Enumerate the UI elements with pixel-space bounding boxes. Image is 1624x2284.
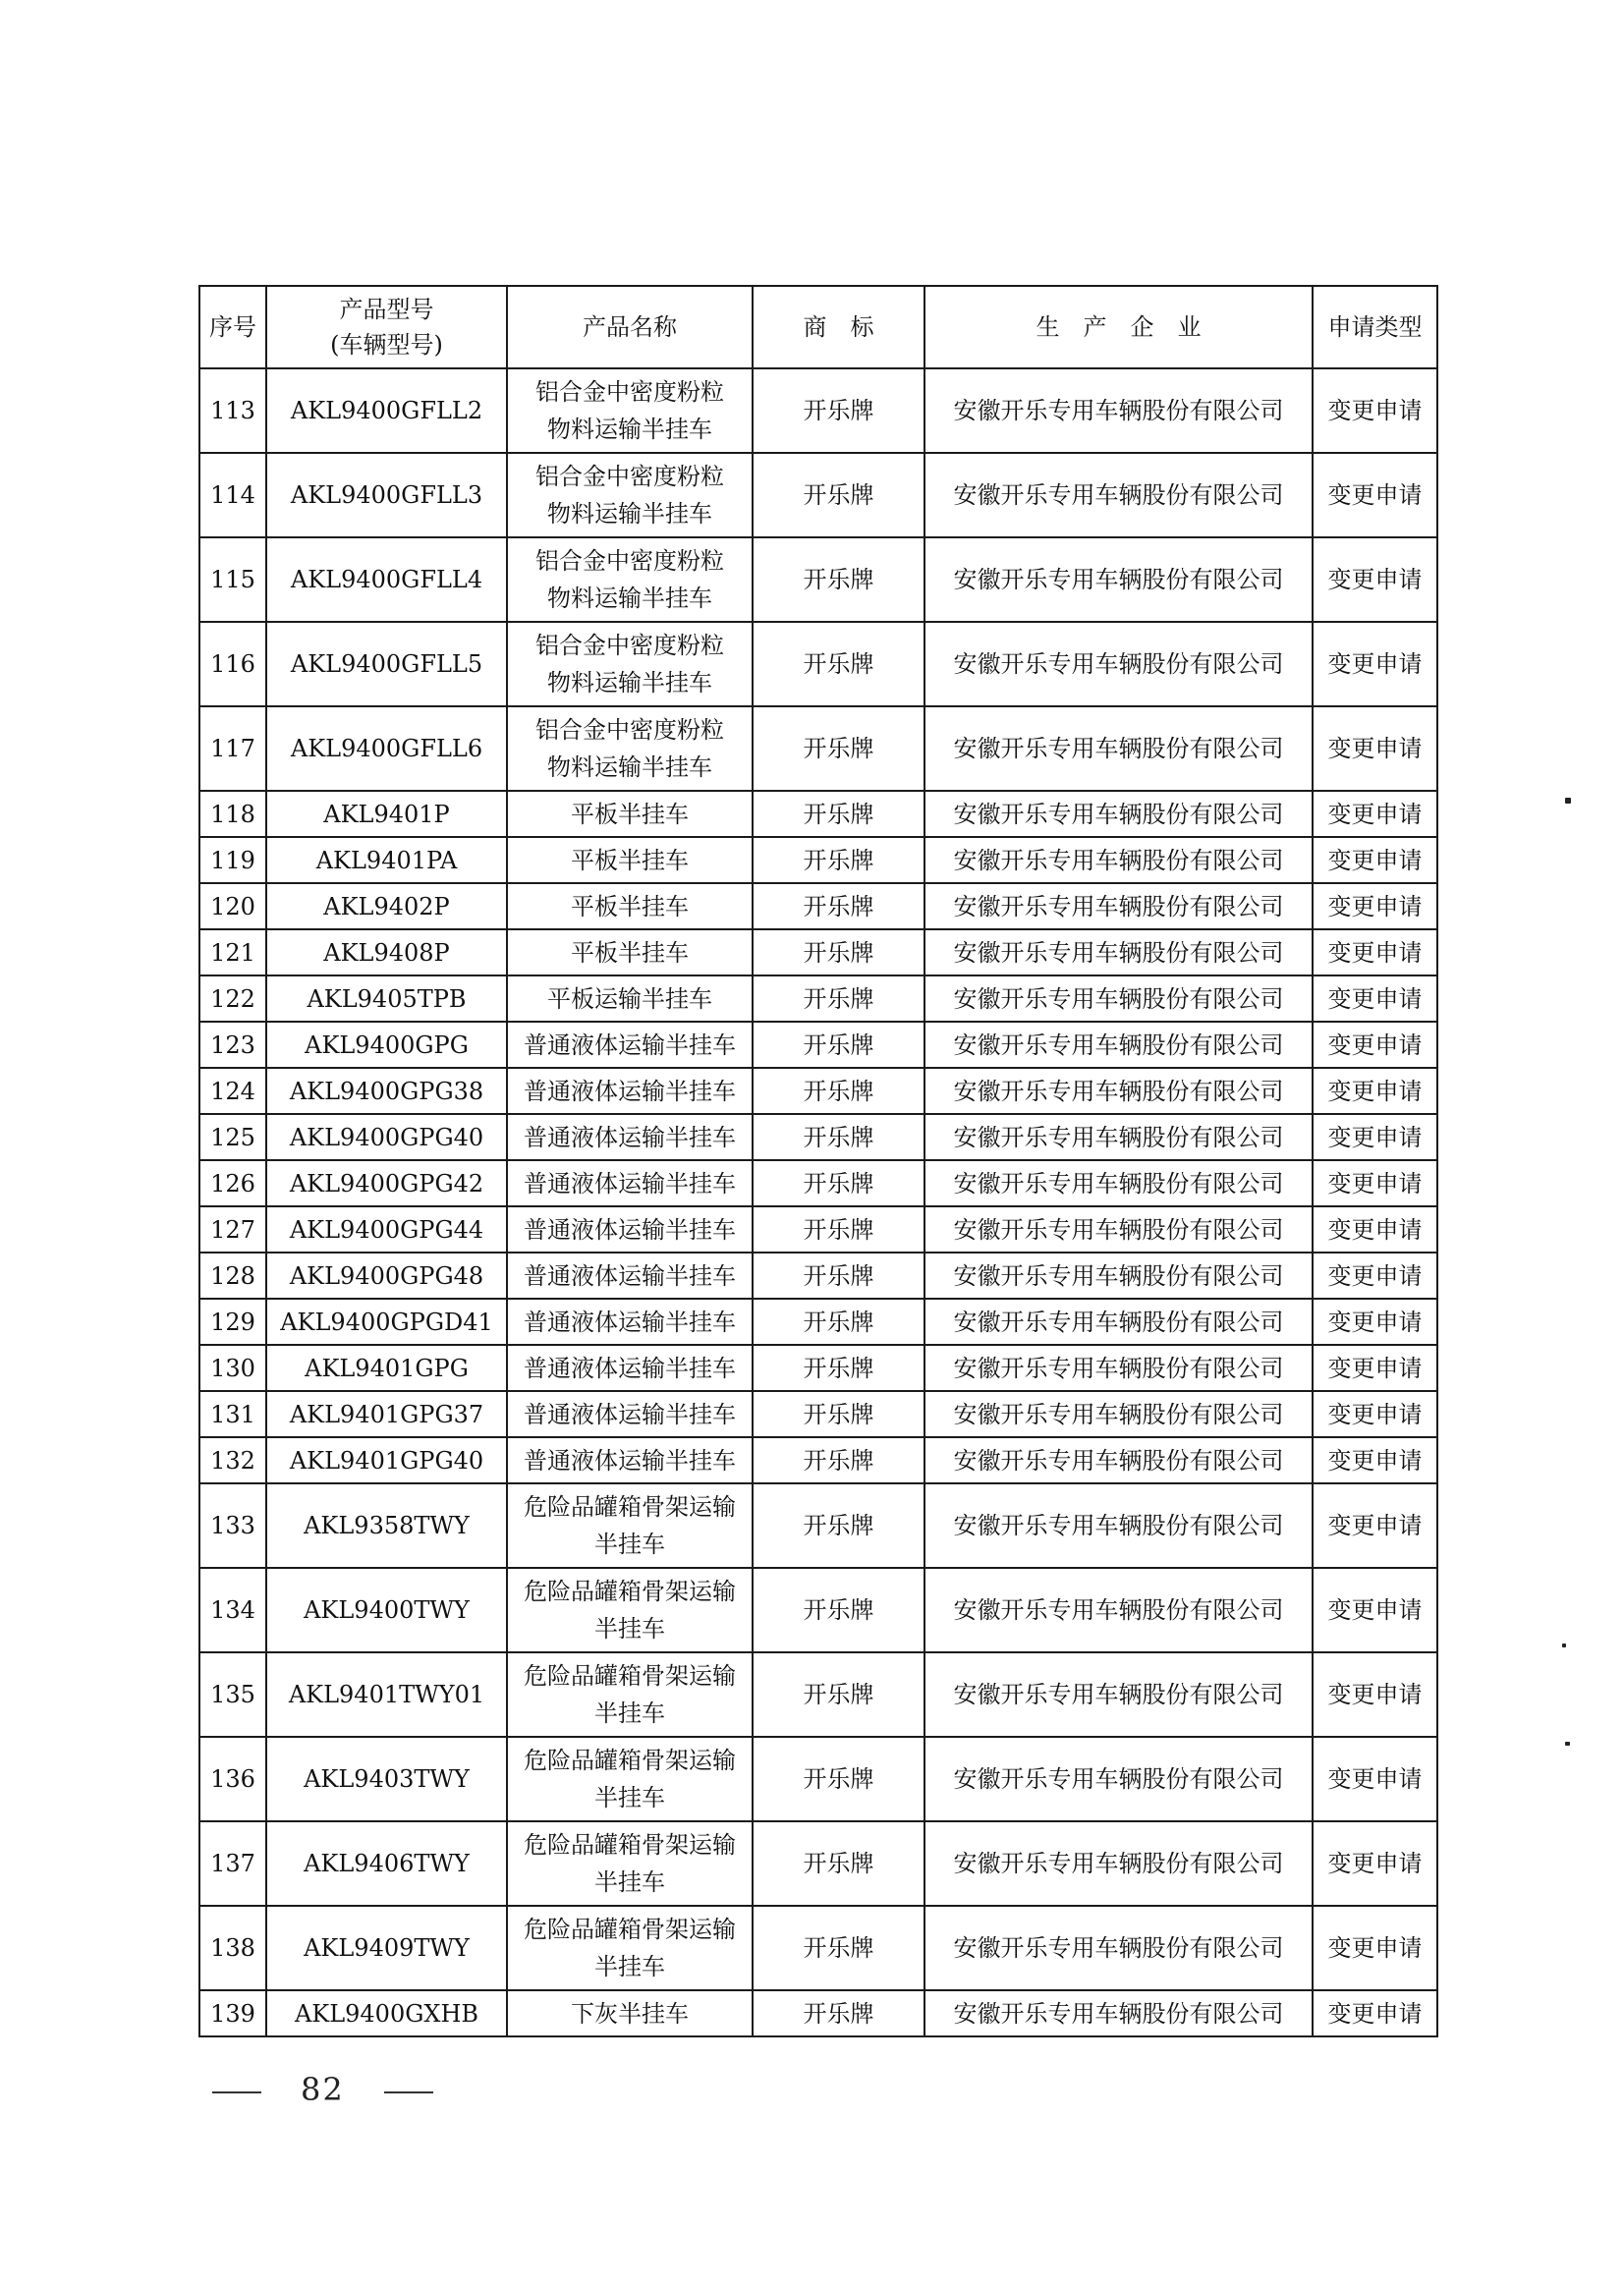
cell-name: 普通液体运输半挂车 [507,1299,753,1345]
cell-seq: 120 [199,883,266,929]
cell-seq: 136 [199,1737,266,1821]
cell-maker: 安徽开乐专用车辆股份有限公司 [924,453,1313,537]
cell-type: 变更申请 [1313,1483,1437,1568]
cell-maker: 安徽开乐专用车辆股份有限公司 [924,1206,1313,1253]
cell-model: AKL9401GPG [266,1345,507,1391]
table-row [199,1437,1437,1483]
table-row [199,1160,1437,1206]
cell-seq: 131 [199,1391,266,1437]
cell-model: AKL9400GPG40 [266,1114,507,1160]
cell-type: 变更申请 [1313,537,1437,622]
cell-seq: 124 [199,1068,266,1114]
cell-maker: 安徽开乐专用车辆股份有限公司 [924,622,1313,706]
table-row [199,1821,1437,1906]
cell-brand: 开乐牌 [753,706,924,791]
cell-seq: 134 [199,1568,266,1652]
cell-type: 变更申请 [1313,1160,1437,1206]
cell-seq: 121 [199,929,266,975]
cell-maker: 安徽开乐专用车辆股份有限公司 [924,1345,1313,1391]
cell-type: 变更申请 [1313,883,1437,929]
cell-model: AKL9401PA [266,837,507,883]
table-row [199,883,1437,929]
cell-type: 变更申请 [1313,1990,1437,2036]
cell-seq: 132 [199,1437,266,1483]
cell-maker: 安徽开乐专用车辆股份有限公司 [924,1437,1313,1483]
table-row [199,1068,1437,1114]
cell-brand: 开乐牌 [753,1345,924,1391]
cell-brand: 开乐牌 [753,537,924,622]
table-row [199,1345,1437,1391]
cell-type: 变更申请 [1313,1906,1437,1990]
footer-dash-right [384,2091,433,2093]
cell-brand: 开乐牌 [753,1990,924,2036]
cell-brand: 开乐牌 [753,1821,924,1906]
cell-brand: 开乐牌 [753,1206,924,1253]
cell-brand: 开乐牌 [753,1737,924,1821]
cell-name: 平板半挂车 [507,791,753,837]
cell-brand: 开乐牌 [753,1906,924,1990]
cell-brand: 开乐牌 [753,1114,924,1160]
cell-model: AKL9400GFLL5 [266,622,507,706]
cell-model: AKL9400GPG38 [266,1068,507,1114]
cell-brand: 开乐牌 [753,1160,924,1206]
cell-seq: 135 [199,1652,266,1737]
table-row [199,837,1437,883]
cell-seq: 123 [199,1022,266,1068]
cell-type: 变更申请 [1313,837,1437,883]
cell-maker: 安徽开乐专用车辆股份有限公司 [924,1483,1313,1568]
cell-type: 变更申请 [1313,453,1437,537]
cell-type: 变更申请 [1313,1022,1437,1068]
table-row [199,453,1437,537]
table-row [199,929,1437,975]
cell-type: 变更申请 [1313,1652,1437,1737]
cell-seq: 114 [199,453,266,537]
cell-name: 普通液体运输半挂车 [507,1160,753,1206]
cell-name: 铝合金中密度粉粒 物料运输半挂车 [507,706,753,791]
table-row [199,1253,1437,1299]
cell-brand: 开乐牌 [753,1391,924,1437]
cell-name: 普通液体运输半挂车 [507,1391,753,1437]
cell-model: AKL9400GPGD41 [266,1299,507,1345]
cell-type: 变更申请 [1313,929,1437,975]
cell-type: 变更申请 [1313,1821,1437,1906]
cell-name: 普通液体运输半挂车 [507,1068,753,1114]
cell-model: AKL9403TWY [266,1737,507,1821]
cell-seq: 137 [199,1821,266,1906]
cell-brand: 开乐牌 [753,1022,924,1068]
cell-seq: 118 [199,791,266,837]
cell-type: 变更申请 [1313,622,1437,706]
table-row [199,791,1437,837]
header-seq: 序号 [199,286,266,368]
table-row [199,368,1437,453]
page-number: 82 [301,2071,345,2108]
cell-name: 下灰半挂车 [507,1990,753,2036]
cell-name: 危险品罐箱骨架运输 半挂车 [507,1568,753,1652]
table-row [199,1114,1437,1160]
cell-brand: 开乐牌 [753,1299,924,1345]
cell-maker: 安徽开乐专用车辆股份有限公司 [924,1068,1313,1114]
header-brand: 商 标 [753,286,924,368]
scan-speck [1565,1742,1570,1746]
cell-model: AKL9401GPG40 [266,1437,507,1483]
cell-seq: 122 [199,975,266,1022]
cell-maker: 安徽开乐专用车辆股份有限公司 [924,1160,1313,1206]
cell-maker: 安徽开乐专用车辆股份有限公司 [924,537,1313,622]
cell-name: 普通液体运输半挂车 [507,1437,753,1483]
cell-seq: 119 [199,837,266,883]
cell-seq: 115 [199,537,266,622]
cell-type: 变更申请 [1313,1345,1437,1391]
cell-name: 普通液体运输半挂车 [507,1253,753,1299]
table-row [199,1299,1437,1345]
cell-model: AKL9400GPG44 [266,1206,507,1253]
cell-brand: 开乐牌 [753,453,924,537]
cell-type: 变更申请 [1313,706,1437,791]
header-type: 申请类型 [1313,286,1437,368]
cell-type: 变更申请 [1313,368,1437,453]
cell-type: 变更申请 [1313,1114,1437,1160]
cell-brand: 开乐牌 [753,975,924,1022]
cell-seq: 117 [199,706,266,791]
table-row [199,1391,1437,1437]
cell-seq: 128 [199,1253,266,1299]
cell-type: 变更申请 [1313,1737,1437,1821]
table-row [199,1737,1437,1821]
table-header-row [199,286,1437,368]
cell-maker: 安徽开乐专用车辆股份有限公司 [924,1299,1313,1345]
cell-type: 变更申请 [1313,1568,1437,1652]
cell-maker: 安徽开乐专用车辆股份有限公司 [924,791,1313,837]
cell-model: AKL9408P [266,929,507,975]
cell-name: 普通液体运输半挂车 [507,1206,753,1253]
cell-brand: 开乐牌 [753,791,924,837]
scan-speck [1562,1643,1566,1647]
cell-brand: 开乐牌 [753,883,924,929]
cell-name: 普通液体运输半挂车 [507,1345,753,1391]
cell-type: 变更申请 [1313,1299,1437,1345]
cell-brand: 开乐牌 [753,1437,924,1483]
cell-model: AKL9358TWY [266,1483,507,1568]
cell-model: AKL9400GFLL2 [266,368,507,453]
cell-maker: 安徽开乐专用车辆股份有限公司 [924,975,1313,1022]
cell-type: 变更申请 [1313,791,1437,837]
cell-model: AKL9400GFLL6 [266,706,507,791]
cell-type: 变更申请 [1313,1391,1437,1437]
cell-maker: 安徽开乐专用车辆股份有限公司 [924,1821,1313,1906]
cell-type: 变更申请 [1313,1253,1437,1299]
page-footer [212,2071,433,2108]
cell-brand: 开乐牌 [753,1568,924,1652]
cell-model: AKL9400GPG42 [266,1160,507,1206]
cell-brand: 开乐牌 [753,1652,924,1737]
cell-brand: 开乐牌 [753,1253,924,1299]
cell-name: 平板半挂车 [507,837,753,883]
cell-maker: 安徽开乐专用车辆股份有限公司 [924,883,1313,929]
header-name: 产品名称 [507,286,753,368]
scan-speck [1565,798,1571,804]
cell-name: 平板半挂车 [507,929,753,975]
table-row [199,1022,1437,1068]
cell-maker: 安徽开乐专用车辆股份有限公司 [924,1022,1313,1068]
cell-seq: 133 [199,1483,266,1568]
cell-maker: 安徽开乐专用车辆股份有限公司 [924,1568,1313,1652]
cell-model: AKL9400GFLL4 [266,537,507,622]
cell-seq: 113 [199,368,266,453]
cell-brand: 开乐牌 [753,1068,924,1114]
cell-name: 危险品罐箱骨架运输 半挂车 [507,1737,753,1821]
cell-seq: 127 [199,1206,266,1253]
cell-brand: 开乐牌 [753,837,924,883]
table-row [199,622,1437,706]
cell-type: 变更申请 [1313,1068,1437,1114]
cell-maker: 安徽开乐专用车辆股份有限公司 [924,1906,1313,1990]
footer-dash-left [212,2091,261,2093]
cell-model: AKL9400GPG [266,1022,507,1068]
table-row [199,975,1437,1022]
cell-seq: 129 [199,1299,266,1345]
cell-model: AKL9409TWY [266,1906,507,1990]
cell-model: AKL9402P [266,883,507,929]
cell-maker: 安徽开乐专用车辆股份有限公司 [924,1737,1313,1821]
cell-name: 铝合金中密度粉粒 物料运输半挂车 [507,453,753,537]
cell-name: 普通液体运输半挂车 [507,1022,753,1068]
cell-name: 铝合金中密度粉粒 物料运输半挂车 [507,537,753,622]
cell-maker: 安徽开乐专用车辆股份有限公司 [924,368,1313,453]
cell-model: AKL9400GXHB [266,1990,507,2036]
cell-maker: 安徽开乐专用车辆股份有限公司 [924,929,1313,975]
cell-name: 危险品罐箱骨架运输 半挂车 [507,1652,753,1737]
cell-maker: 安徽开乐专用车辆股份有限公司 [924,1114,1313,1160]
cell-model: AKL9400GPG48 [266,1253,507,1299]
cell-brand: 开乐牌 [753,622,924,706]
cell-model: AKL9400TWY [266,1568,507,1652]
cell-seq: 138 [199,1906,266,1990]
cell-name: 危险品罐箱骨架运输 半挂车 [507,1483,753,1568]
table-row [199,1206,1437,1253]
cell-name: 普通液体运输半挂车 [507,1114,753,1160]
table-row [199,1483,1437,1568]
cell-model: AKL9406TWY [266,1821,507,1906]
table-row [199,706,1437,791]
cell-maker: 安徽开乐专用车辆股份有限公司 [924,1652,1313,1737]
table-row [199,1568,1437,1652]
table-row [199,537,1437,622]
table-row [199,1990,1437,2036]
cell-name: 平板半挂车 [507,883,753,929]
cell-name: 平板运输半挂车 [507,975,753,1022]
cell-maker: 安徽开乐专用车辆股份有限公司 [924,1253,1313,1299]
cell-model: AKL9401TWY01 [266,1652,507,1737]
cell-model: AKL9405TPB [266,975,507,1022]
cell-seq: 139 [199,1990,266,2036]
cell-type: 变更申请 [1313,975,1437,1022]
table-row [199,1906,1437,1990]
cell-maker: 安徽开乐专用车辆股份有限公司 [924,1990,1313,2036]
header-model: 产品型号 (车辆型号) [266,286,507,368]
cell-maker: 安徽开乐专用车辆股份有限公司 [924,706,1313,791]
cell-type: 变更申请 [1313,1437,1437,1483]
cell-seq: 126 [199,1160,266,1206]
cell-maker: 安徽开乐专用车辆股份有限公司 [924,837,1313,883]
cell-brand: 开乐牌 [753,929,924,975]
table-row [199,1652,1437,1737]
vehicle-product-table [198,285,1438,2037]
header-maker: 生 产 企 业 [924,286,1313,368]
cell-name: 铝合金中密度粉粒 物料运输半挂车 [507,622,753,706]
cell-model: AKL9400GFLL3 [266,453,507,537]
cell-type: 变更申请 [1313,1206,1437,1253]
cell-maker: 安徽开乐专用车辆股份有限公司 [924,1391,1313,1437]
cell-name: 危险品罐箱骨架运输 半挂车 [507,1906,753,1990]
cell-seq: 116 [199,622,266,706]
cell-seq: 125 [199,1114,266,1160]
cell-name: 铝合金中密度粉粒 物料运输半挂车 [507,368,753,453]
cell-model: AKL9401GPG37 [266,1391,507,1437]
cell-model: AKL9401P [266,791,507,837]
cell-brand: 开乐牌 [753,1483,924,1568]
cell-brand: 开乐牌 [753,368,924,453]
cell-seq: 130 [199,1345,266,1391]
cell-name: 危险品罐箱骨架运输 半挂车 [507,1821,753,1906]
